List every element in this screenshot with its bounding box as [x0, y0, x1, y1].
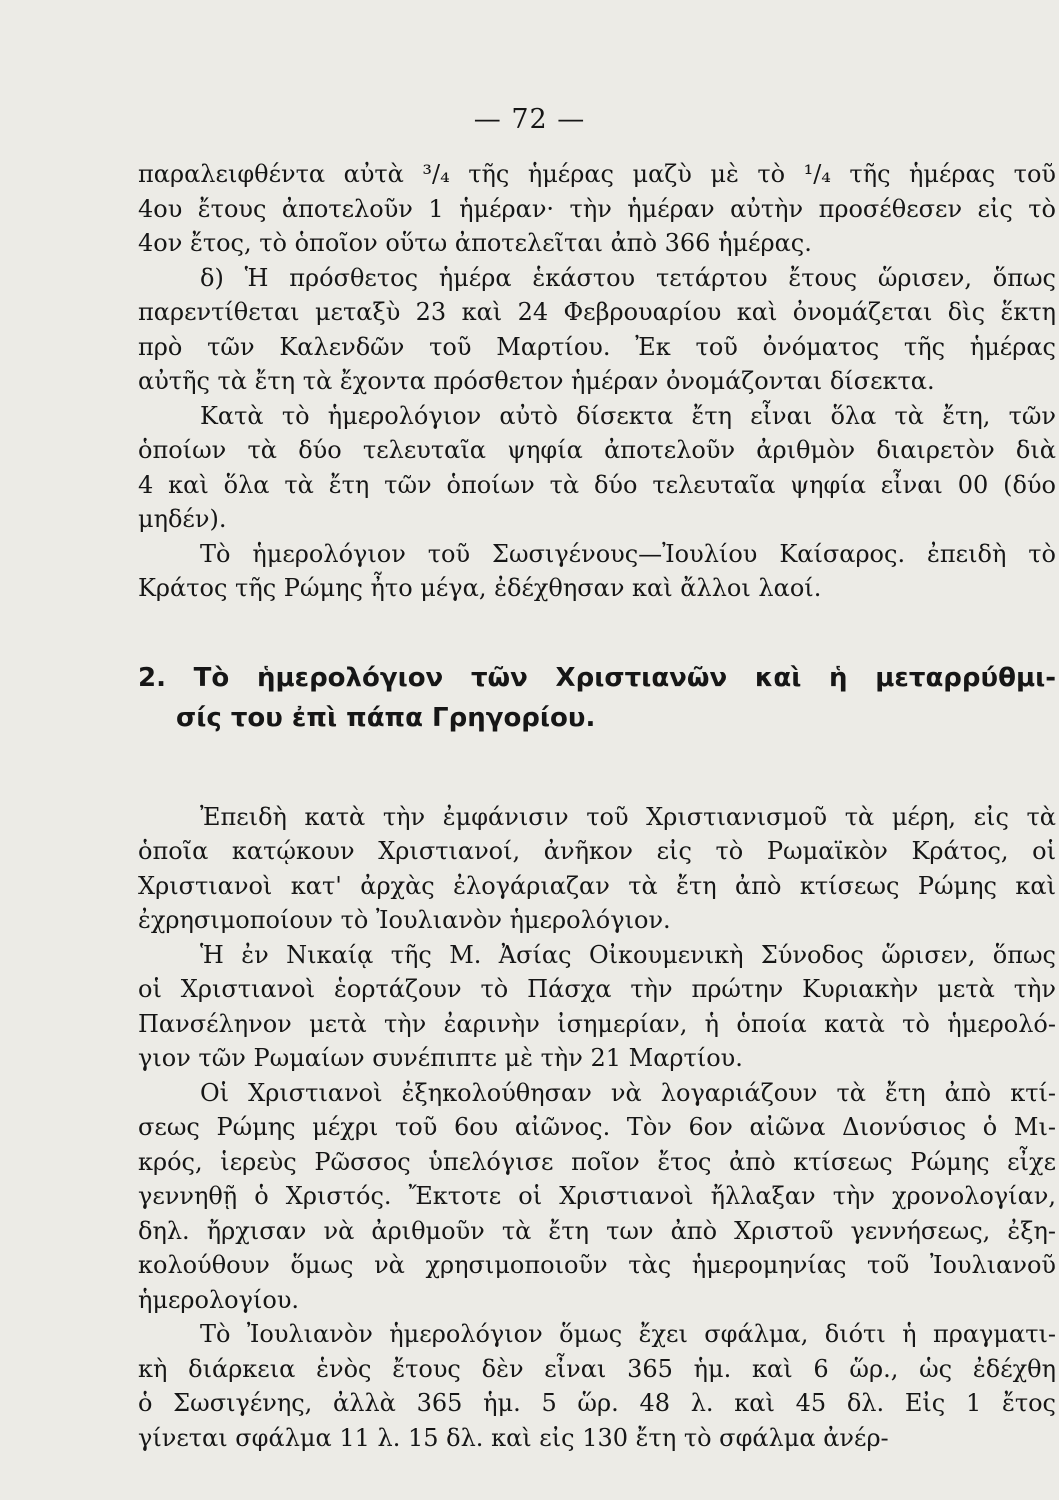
text-line: οἱ Χριστιανοὶ ἑορτάζουν τὸ Πάσχα τὴν πρώτην Κυριακὴν μετὰ τὴν	[138, 975, 1056, 1003]
text-line: 4ου ἔτους ἀποτελοῦν 1 ἡμέραν· τὴν ἡμέραν αὐτὴν προσέθεσεν εἰς τὸ	[138, 194, 1056, 223]
text-line: μηδέν).	[138, 505, 227, 533]
text-line: παρεντίθεται μεταξὺ 23 καὶ 24 Φεβρουαρίου καὶ ὀνομάζεται δὶς ἕκτη	[138, 298, 1056, 326]
text-line: γεννηθῇ ὁ Χριστός. Ἔκτοτε οἱ Χριστιανοὶ ἤλλαξαν τὴν χρονολογίαν,	[138, 1182, 1056, 1210]
page-number: — 72 —	[473, 104, 586, 135]
paragraph	[138, 800, 1056, 938]
text-line: Τὸ Ἰουλιανὸν ἡμερολόγιον ὅμως ἔχει σφάλμα, διότι ἡ πραγματι-	[200, 1320, 1056, 1348]
top-section	[138, 157, 1056, 606]
paragraph	[138, 938, 1056, 1076]
text-line: 4ον ἔτος, τὸ ὁποῖον οὕτω ἀποτελεῖται ἀπὸ 366 ἡμέρας.	[138, 229, 812, 257]
paragraph	[138, 399, 1056, 537]
text-line: κὴ διάρκεια ἑνὸς ἔτους δὲν εἶναι 365 ἡμ. καὶ 6 ὥρ., ὡς ἐδέχθη	[138, 1354, 1056, 1383]
text-line: πρὸ τῶν Καλενδῶν τοῦ Μαρτίου. Ἐκ τοῦ ὀνόματος τῆς ἡμέρας	[138, 332, 1056, 361]
paragraph	[138, 157, 1056, 261]
bottom-section	[138, 800, 1056, 1456]
text-line: γίνεται σφάλμα 11 λ. 15 δλ. καὶ εἰς 130 ἔτη τὸ σφάλμα ἀνέρ-	[138, 1423, 889, 1452]
text-line: Χριστιανοὶ κατ' ἀρχὰς ἐλογάριαζαν τὰ ἔτη ἀπὸ κτίσεως Ρώμης καὶ	[138, 871, 1056, 900]
text-line: κρός, ἱερεὺς Ρῶσσος ὑπελόγισε ποῖον ἔτος ἀπὸ κτίσεως Ρώμης εἶχε	[138, 1147, 1056, 1176]
text-line: Πανσέληνον μετὰ τὴν ἐαρινὴν ἰσημερίαν, ἡ ὁποία κατὰ τὸ ἡμερολό-	[138, 1009, 1056, 1038]
text-line: ὁποίων τὰ δύο τελευταῖα ψηφία ἀποτελοῦν ἀριθμὸν διαιρετὸν διὰ	[138, 436, 1056, 464]
spacer	[138, 738, 1056, 800]
text-line: 4 καὶ ὅλα τὰ ἔτη τῶν ὁποίων τὰ δύο τελευταῖα ψηφία εἶναι 00 (δύο	[138, 470, 1056, 499]
paragraph	[138, 1076, 1056, 1318]
text-line: ἡμερολογίου.	[138, 1285, 300, 1314]
text-line: κολούθουν ὅμως νὰ χρησιμοποιοῦν τὰς ἡμερομηνίας τοῦ Ἰουλιανοῦ	[138, 1251, 1056, 1279]
text-line: παραλειφθέντα αὐτὰ ³/₄ τῆς ἡμέρας μαζὺ μὲ τὸ ¹/₄ τῆς ἡμέρας τοῦ	[138, 160, 1056, 188]
text-line: Ἐπειδὴ κατὰ τὴν ἐμφάνισιν τοῦ Χριστιανισμοῦ τὰ μέρη, εἰς τὰ	[200, 802, 1056, 831]
paragraph	[138, 537, 1056, 606]
text-line: ἐχρησιμοποίουν τὸ Ἰουλιανὸν ἡμερολόγιον.	[138, 906, 671, 934]
text-line: αὐτῆς τὰ ἔτη τὰ ἔχοντα πρόσθετον ἡμέραν ὀνομάζονται δίσεκτα.	[138, 367, 935, 395]
text-line: Οἱ Χριστιανοὶ ἐξηκολούθησαν νὰ λογαριάζουν τὰ ἔτη ἀπὸ κτί-	[200, 1078, 1056, 1107]
body-text	[138, 157, 1056, 1455]
spacer	[138, 606, 1056, 658]
section-heading-line-1: 2. Τὸ ἡμερολόγιον τῶν Χριστιανῶν καὶ ἡ μεταρρύθμι-	[138, 662, 1056, 693]
text-line: γιον τῶν Ρωμαίων συνέπιπτε μὲ τὴν 21 Μαρτίου.	[138, 1044, 743, 1072]
paragraph	[138, 1317, 1056, 1455]
text-line: ὁ Σωσιγένης, ἀλλὰ 365 ἡμ. 5 ὥρ. 48 λ. καὶ 45 δλ. Εἰς 1 ἔτος	[138, 1389, 1056, 1417]
section-heading-line-2: σίς του ἐπὶ πάπα Γρηγορίου.	[176, 702, 596, 733]
section-heading	[138, 658, 1056, 738]
text-line: Κατὰ τὸ ἡμερολόγιον αὐτὸ δίσεκτα ἔτη εἶναι ὅλα τὰ ἔτη, τῶν	[200, 401, 1056, 430]
text-line: Κράτος τῆς Ρώμης ἦτο μέγα, ἐδέχθησαν καὶ ἄλλοι λαοί.	[138, 574, 822, 602]
text-line: δηλ. ἤρχισαν νὰ ἀριθμοῦν τὰ ἔτη των ἀπὸ Χριστοῦ γεννήσεως, ἐξη-	[138, 1216, 1056, 1245]
text-line: δ) Ἡ πρόσθετος ἡμέρα ἑκάστου τετάρτου ἔτους ὥρισεν, ὅπως	[200, 263, 1056, 292]
text-line: Ἡ ἐν Νικαίᾳ τῆς Μ. Ἀσίας Οἰκουμενικὴ Σύνοδος ὥρισεν, ὅπως	[200, 940, 1056, 969]
text-line: σεως Ρώμης μέχρι τοῦ 6ου αἰῶνος. Τὸν 6ον αἰῶνα Διονύσιος ὁ Μι-	[138, 1113, 1056, 1141]
text-line: ὁποῖα κατῴκουν Χριστιανοί, ἀνῆκον εἰς τὸ Ρωμαϊκὸν Κράτος, οἱ	[138, 837, 1056, 865]
paragraph	[138, 261, 1056, 399]
text-line: Τὸ ἡμερολόγιον τοῦ Σωσιγένους—Ἰουλίου Καίσαρος. ἐπειδὴ τὸ	[200, 539, 1056, 568]
